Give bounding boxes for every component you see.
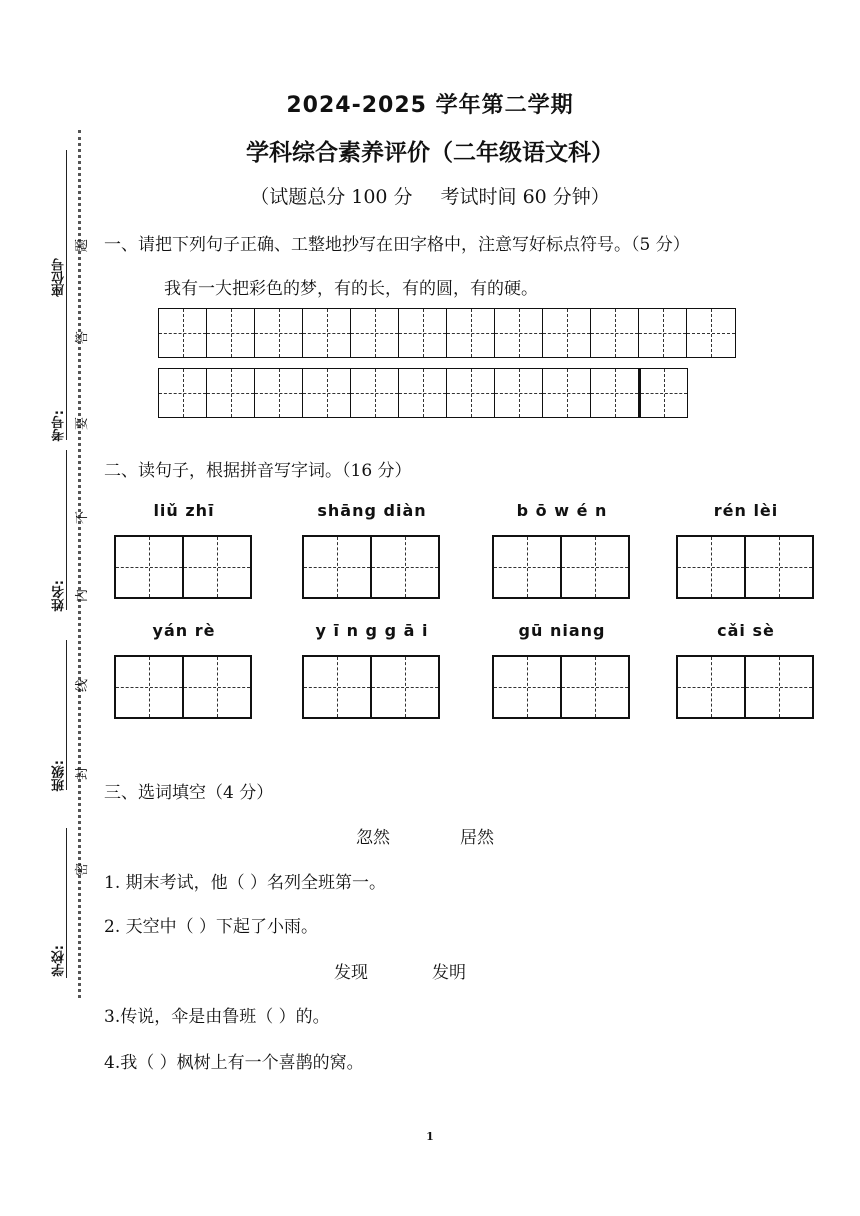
pinyin-label: gū niang <box>518 621 606 640</box>
pinyin-label: cǎi sè <box>717 621 775 640</box>
question-4: 4.我（ ）枫树上有一个喜鹊的窝。 <box>104 1053 364 1073</box>
pinyin-group <box>114 501 254 599</box>
page-number: 1 <box>426 1130 434 1143</box>
seal-char: 内 <box>75 588 91 603</box>
exam-info <box>0 182 860 209</box>
seal-char: 题 <box>75 238 91 253</box>
name-label: 姓名: <box>52 580 67 612</box>
seal-char: 密 <box>75 862 91 877</box>
exam-time: 考试时间 60 分钟） <box>440 186 610 208</box>
seal-char: 要 <box>75 416 91 431</box>
school-label: 学校: <box>52 945 67 977</box>
word-choices-1 <box>356 823 494 848</box>
answer-box[interactable] <box>302 535 440 599</box>
total-score: （试题总分 100 分 <box>250 186 413 208</box>
pinyin-group <box>676 501 816 599</box>
section2-heading: 二、读句子，根据拼音写字词。（16 分） <box>104 461 412 481</box>
seal-char: 不 <box>75 510 91 525</box>
exam-number-label: 考号: <box>52 410 67 442</box>
seat-number-label: 座位号 <box>52 258 67 297</box>
question-3: 3.传说，伞是由鲁班（ ）的。 <box>104 1007 330 1027</box>
section3-heading: 三、选词填空（4 分） <box>104 783 274 803</box>
pinyin-label: liǔ zhī <box>153 501 215 520</box>
pinyin-group <box>302 501 442 599</box>
pinyin-label: yán rè <box>152 621 216 640</box>
answer-box[interactable] <box>302 655 440 719</box>
pinyin-label: rén lèi <box>713 501 779 520</box>
exam-term-title: 2024-2025 学年第二学期 <box>286 93 574 118</box>
seal-char: 答 <box>75 330 91 345</box>
tianzige-row-2[interactable] <box>158 368 688 418</box>
pinyin-group <box>676 621 816 719</box>
pinyin-group <box>492 501 632 599</box>
word-choices-2 <box>334 958 466 983</box>
pinyin-label: shāng diàn <box>317 501 427 520</box>
answer-box[interactable] <box>492 535 630 599</box>
seal-char: 封 <box>75 766 91 781</box>
pinyin-group <box>114 621 254 719</box>
answer-box[interactable] <box>492 655 630 719</box>
pinyin-group <box>492 621 632 719</box>
answer-box[interactable] <box>114 535 252 599</box>
word-choice: 忽然 <box>356 828 390 848</box>
question-2: 2. 天空中（ ）下起了小雨。 <box>104 917 319 937</box>
section1-heading: 一、请把下列句子正确、工整地抄写在田字格中，注意写好标点符号。（5 分） <box>104 235 690 255</box>
word-choice: 居然 <box>460 828 494 848</box>
answer-box[interactable] <box>676 655 814 719</box>
tianzige-row-1[interactable] <box>158 308 736 358</box>
word-choice: 发现 <box>334 963 368 983</box>
exam-title: 学科综合素养评价（二年级语文科） <box>246 140 614 166</box>
question-1: 1. 期末考试，他（ ）名列全班第一。 <box>104 873 387 893</box>
answer-box[interactable] <box>114 655 252 719</box>
word-choice: 发明 <box>432 963 466 983</box>
seal-char: 线 <box>75 678 91 693</box>
class-label: 班级: <box>52 760 67 792</box>
copy-sentence: 我有一大把彩色的梦，有的长，有的圆，有的硬。 <box>164 279 538 299</box>
pinyin-label: b ō w é n <box>516 501 608 520</box>
pinyin-group <box>302 621 442 719</box>
answer-box[interactable] <box>676 535 814 599</box>
pinyin-label: y ī n g g ā i <box>315 621 429 640</box>
